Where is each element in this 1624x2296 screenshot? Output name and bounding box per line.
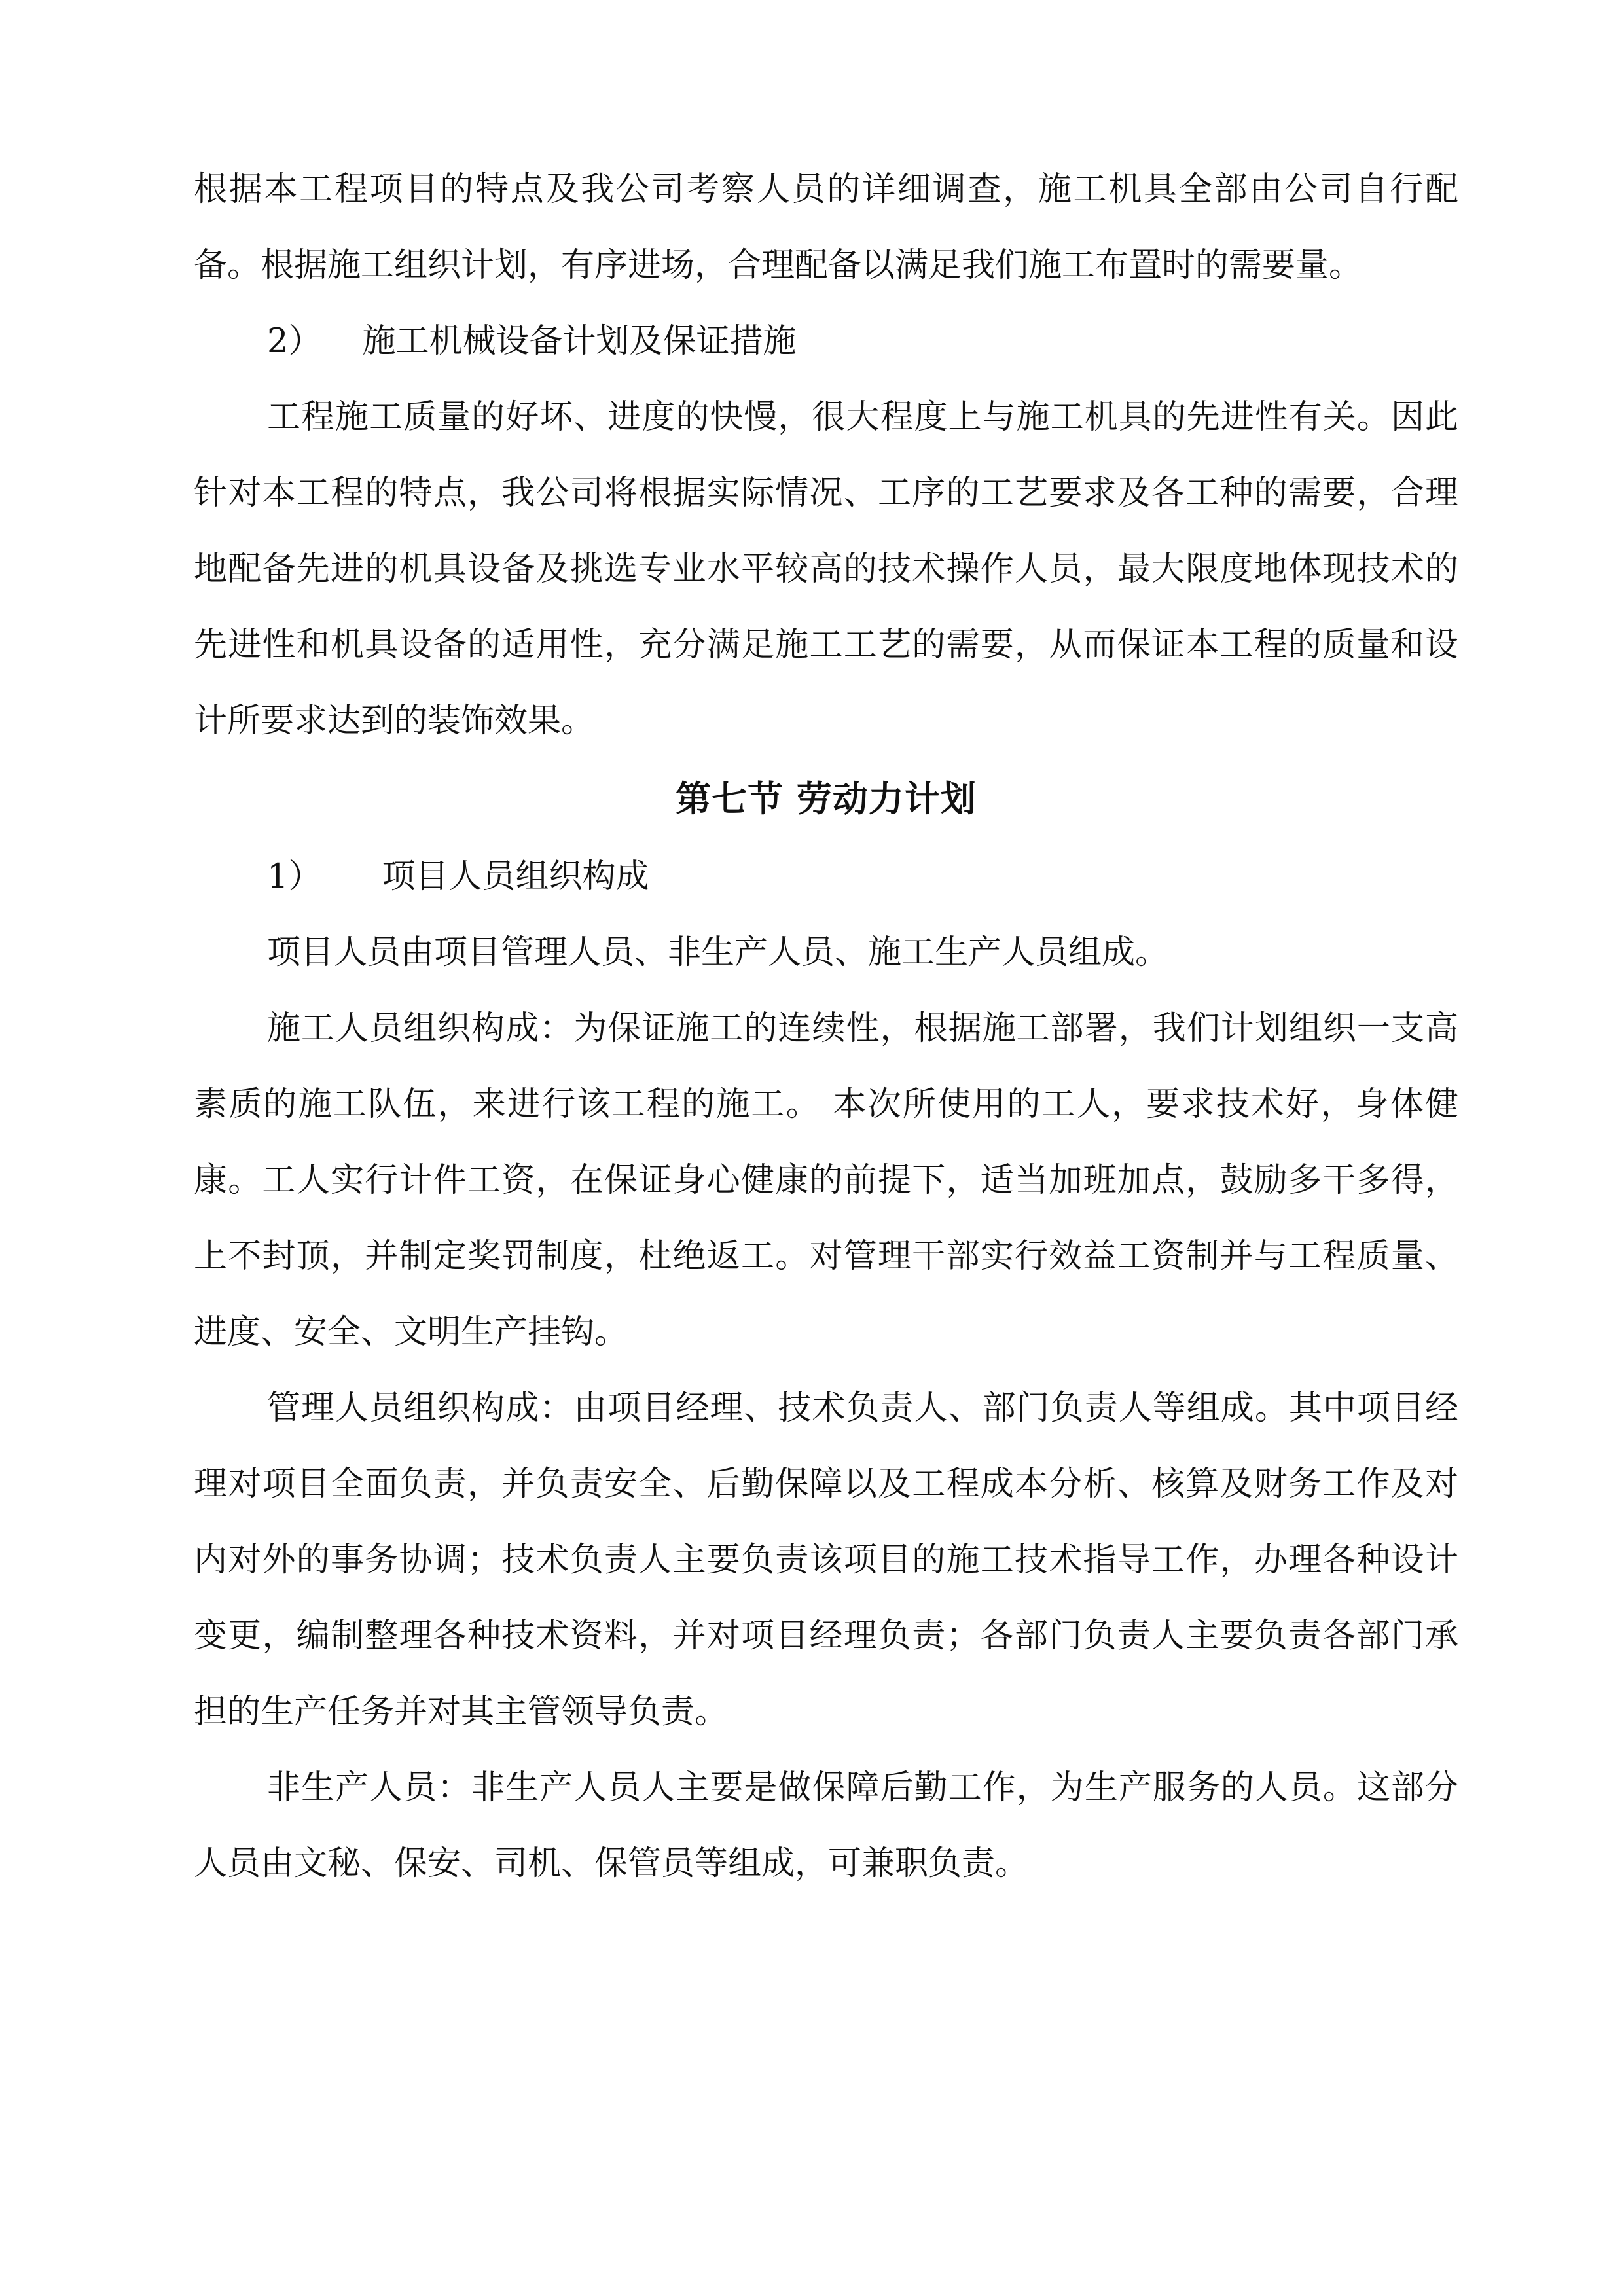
section-heading-labor-plan: 第七节 劳动力计划 [676,778,977,819]
list-item-title: 施工机械设备计划及保证措施 [362,322,797,361]
list-item-number: 1） [267,857,322,896]
paragraph-management-staff: 管理人员组织构成：由项目经理、技术负责人、部门负责人等组成。其中项目经理对项目全面负责，并负责安全、后勤保障以及工程成本分析、核算及财务工作及对内对外的事务协调；技术负责人主要负责该项目的施工技术指导工作，办理各种设计变更，编制整理各种技术资料，并对项目经理负责；各部门负责人主要负责各部门承担的生产任务并对其主管领导负责。 [194,1389,1458,1731]
list-item-title: 项目人员组织构成 [382,857,649,896]
document-body [194,152,1458,1902]
paragraph-construction-workers: 施工人员组织构成：为保证施工的连续性，根据施工部署，我们计划组织一支高素质的施工队伍，来进行该工程的施工。 本次所使用的工人，要求技术好，身体健康。工人实行计件工资，在保证身心健康的前提下，适当加班加点，鼓励多干多得，上不封顶，并制定奖罚制度，杜绝返工。对管理干部实行效益工资制并与工程质量、进度、安全、文明生产挂钩。 [194,1009,1458,1352]
paragraph-machinery-quality: 工程施工质量的好坏、进度的快慢，很大程度上与施工机具的先进性有关。因此针对本工程的特点，我公司将根据实际情况、工序的工艺要求及各工种的需要，合理地配备先进的机具设备及挑选专业水平较高的技术操作人员，最大限度地体现技术的先进性和机具设备的适用性，充分满足施工工艺的需要，从而保证本工程的质量和设计所要求达到的装饰效果。 [194,398,1458,740]
paragraph-equipment-intro: 根据本工程项目的特点及我公司考察人员的详细调查，施工机具全部由公司自行配备。根据施工组织计划，有序进场，合理配备以满足我们施工布置时的需要量。 [194,170,1458,285]
list-item-staff-structure [194,839,1458,915]
paragraph-staff-composition: 项目人员由项目管理人员、非生产人员、施工生产人员组成。 [267,933,1169,972]
list-item-number: 2） [267,322,322,361]
list-item-machinery-plan [194,304,1458,380]
paragraph-non-production-staff: 非生产人员：非生产人员人主要是做保障后勤工作，为生产服务的人员。这部分人员由文秘、保安、司机、保管员等组成，可兼职负责。 [194,1768,1458,1883]
